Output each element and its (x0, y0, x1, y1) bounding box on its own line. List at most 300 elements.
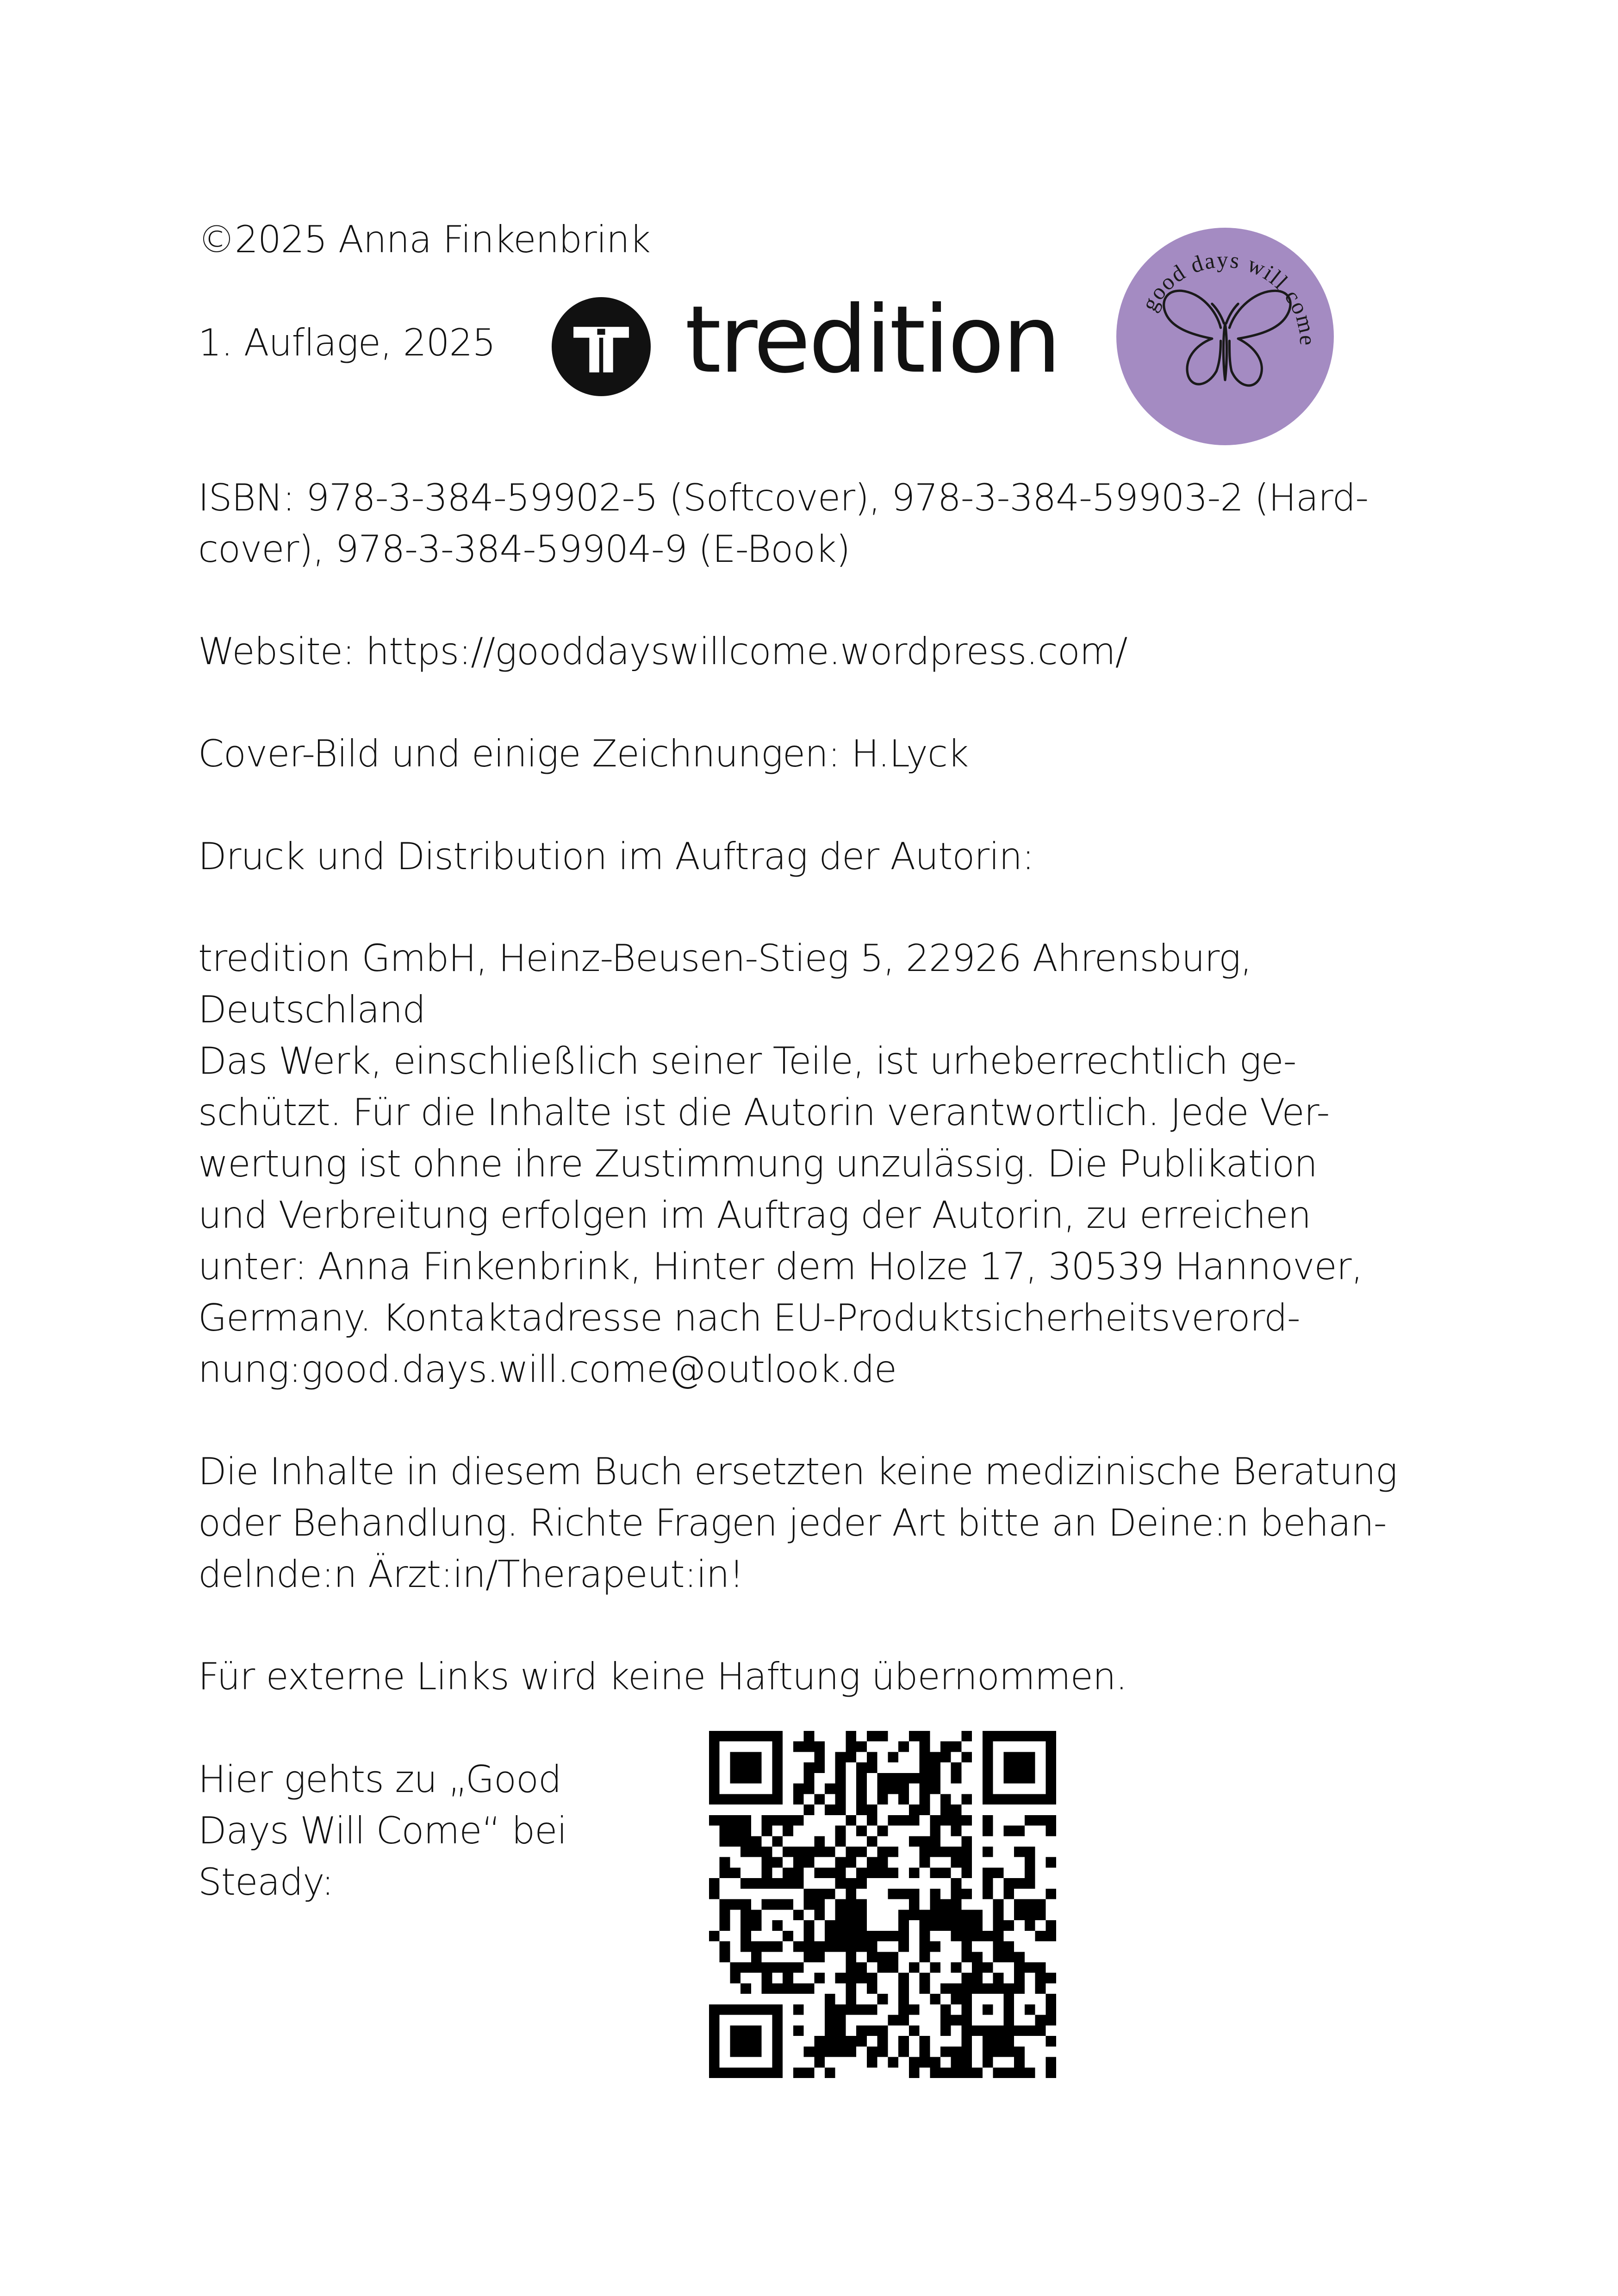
qr-module (772, 1857, 783, 1868)
qr-module (762, 1815, 772, 1826)
qr-module (720, 1910, 730, 1920)
qr-module (730, 1867, 741, 1878)
qr-module (993, 2067, 1004, 2078)
qr-module (856, 1847, 867, 1857)
qr-module (720, 1731, 730, 1742)
qr-module (983, 1773, 993, 1784)
qr-module (961, 1994, 972, 2004)
qr-module (783, 1847, 793, 1857)
qr-module (983, 1752, 993, 1762)
qr-module (741, 2047, 751, 2057)
qr-module (930, 1752, 940, 1762)
qr-module (909, 2067, 920, 2078)
qr-module (856, 1920, 867, 1931)
qr-module (1003, 1889, 1014, 1899)
qr-module (751, 1752, 762, 1762)
qr-module (856, 1762, 867, 1773)
qr-module (1025, 1752, 1035, 1762)
qr-module (983, 2057, 993, 2068)
qr-module (983, 1794, 993, 1804)
qr-module (793, 1910, 804, 1920)
qr-module (920, 1752, 930, 1762)
qr-module (772, 1731, 783, 1742)
qr-module (835, 1878, 846, 1889)
qr-module (751, 1773, 762, 1784)
qr-module (951, 2047, 962, 2057)
legal-line: Das Werk, einschließlich seiner Teile, ist urheberrechtlich ge- (198, 1039, 1296, 1083)
qr-module (793, 2025, 804, 2036)
qr-module (867, 2025, 877, 2036)
qr-module (951, 1857, 962, 1868)
qr-module (741, 1910, 751, 1920)
qr-module (1035, 1794, 1046, 1804)
qr-module (993, 1973, 1004, 1984)
qr-module (846, 1752, 856, 1762)
qr-module (762, 1731, 772, 1742)
qr-module (793, 1815, 804, 1826)
qr-module (730, 2004, 741, 2015)
qr-module (709, 1773, 720, 1784)
qr-module (709, 2047, 720, 2057)
qr-module (741, 1773, 751, 1784)
qr-module (877, 1731, 888, 1742)
qr-module (846, 1952, 856, 1962)
qr-module (825, 2004, 835, 2015)
qr-module (898, 1910, 909, 1920)
qr-module (993, 1910, 1004, 1920)
qr-module (983, 1983, 993, 1994)
qr-module (751, 1941, 762, 1952)
qr-module (909, 2057, 920, 2068)
qr-module (930, 1784, 940, 1794)
qr-module (730, 1826, 741, 1836)
qr-module (709, 2025, 720, 2036)
qr-module (961, 1920, 972, 1931)
qr-module (720, 1941, 730, 1952)
qr-module (920, 1910, 930, 1920)
qr-module (730, 2067, 741, 2078)
disclaimer-line: delnde:n Ärzt:in/Therapeut:in! (198, 1553, 744, 1596)
qr-module (1003, 1773, 1014, 1784)
qr-module (835, 2047, 846, 2057)
qr-module (909, 1815, 920, 1826)
qr-module (804, 1931, 815, 1941)
qr-module (1025, 1815, 1035, 1826)
qr-module (762, 1794, 772, 1804)
qr-module (1025, 2067, 1035, 2078)
qr-module (772, 1742, 783, 1752)
qr-module (867, 1941, 877, 1952)
qr-module (867, 1815, 877, 1826)
qr-module (993, 1920, 1004, 1931)
qr-module (951, 1983, 962, 1994)
qr-module (1035, 1815, 1046, 1826)
qr-module (846, 1973, 856, 1984)
qr-module (1045, 1815, 1056, 1826)
qr-module (741, 1920, 751, 1931)
qr-module (920, 1952, 930, 1962)
qr-module (909, 1836, 920, 1847)
qr-module (741, 1983, 751, 1994)
qr-module (709, 2036, 720, 2047)
qr-module (930, 1773, 940, 1784)
qr-module (940, 1804, 951, 1815)
qr-module (762, 1847, 772, 1857)
qr-module (741, 2025, 751, 2036)
qr-module (709, 1742, 720, 1752)
qr-module (951, 2015, 962, 2026)
qr-module (983, 2047, 993, 2057)
qr-module (898, 1773, 909, 1784)
qr-module (961, 1752, 972, 1762)
qr-module (846, 2036, 856, 2047)
qr-module (867, 2057, 877, 2068)
qr-module (1003, 1952, 1014, 1962)
steady-line: Days Will Come“ bei (198, 1809, 567, 1852)
qr-module (867, 1731, 877, 1742)
qr-module (835, 1762, 846, 1773)
qr-module (1045, 1742, 1056, 1752)
qr-module (751, 2047, 762, 2057)
qr-module (772, 1794, 783, 1804)
qr-module (825, 1889, 835, 1899)
qr-module (1014, 2057, 1025, 2068)
qr-module (793, 1962, 804, 1973)
qr-module (961, 1794, 972, 1804)
qr-module (825, 2015, 835, 2026)
qr-module (1014, 1794, 1025, 1804)
qr-module (1014, 1899, 1025, 1910)
qr-module (730, 2025, 741, 2036)
qr-module (909, 1804, 920, 1815)
qr-code-icon[interactable] (709, 1731, 1056, 2078)
qr-module (730, 1752, 741, 1762)
qr-module (961, 2057, 972, 2068)
qr-module (951, 1994, 962, 2004)
qr-module (814, 1899, 825, 1910)
qr-module (961, 1889, 972, 1899)
qr-module (772, 1941, 783, 1952)
qr-module (898, 1889, 909, 1899)
qr-module (793, 1742, 804, 1752)
qr-module (720, 1836, 730, 1847)
qr-module (961, 1941, 972, 1952)
qr-module (835, 1752, 846, 1762)
legal-line: Deutschland (198, 988, 425, 1031)
qr-module (825, 1784, 835, 1794)
qr-module (793, 2004, 804, 2015)
qr-module (898, 2036, 909, 2047)
qr-module (877, 2047, 888, 2057)
qr-module (793, 1857, 804, 1868)
qr-module (1014, 1962, 1025, 1973)
qr-module (1045, 2057, 1056, 2068)
links-note: Für externe Links wird keine Haftung übernommen. (198, 1655, 1127, 1698)
qr-module (972, 1952, 983, 1962)
qr-module (804, 1731, 815, 1742)
qr-module (793, 1794, 804, 1804)
qr-module (961, 1867, 972, 1878)
qr-module (940, 1920, 951, 1931)
qr-module (783, 1983, 793, 1994)
qr-module (825, 2025, 835, 2036)
steady-line: Steady: (198, 1860, 334, 1904)
isbn-line: ISBN: 978-3-384-59902-5 (Softcover), 978-3-384-59903-2 (Hard- (198, 476, 1369, 519)
qr-module (835, 1973, 846, 1984)
qr-module (951, 1742, 962, 1752)
qr-module (1003, 1994, 1014, 2004)
qr-module (835, 2015, 846, 2026)
qr-module (835, 1857, 846, 1868)
qr-module (898, 1931, 909, 1941)
qr-module (888, 1815, 898, 1826)
qr-module (983, 1815, 993, 1826)
qr-module (772, 2047, 783, 2057)
qr-module (804, 1952, 815, 1962)
qr-module (920, 1794, 930, 1804)
qr-module (1014, 1973, 1025, 1984)
qr-module (920, 1784, 930, 1794)
qr-module (856, 2036, 867, 2047)
isbn-line: cover), 978-3-384-59904-9 (E-Book) (198, 528, 850, 571)
qr-module (783, 1962, 793, 1973)
qr-module (993, 1867, 1004, 1878)
qr-module (814, 1867, 825, 1878)
qr-module (898, 1973, 909, 1984)
qr-module (846, 1899, 856, 1910)
qr-module (856, 1962, 867, 1973)
qr-module (940, 2015, 951, 2026)
qr-module (930, 1847, 940, 1857)
qr-module (920, 1983, 930, 1994)
qr-module (730, 1815, 741, 1826)
good-days-badge (1116, 228, 1334, 445)
qr-module (972, 1973, 983, 1984)
qr-module (709, 1931, 720, 1941)
qr-module (730, 1773, 741, 1784)
qr-module (983, 1867, 993, 1878)
qr-module (762, 1973, 772, 1984)
qr-module (867, 1804, 877, 1815)
qr-module (835, 1773, 846, 1784)
qr-module (762, 1878, 772, 1889)
qr-module (940, 1742, 951, 1752)
qr-module (888, 1952, 898, 1962)
qr-module (1045, 1920, 1056, 1931)
qr-module (772, 1920, 783, 1931)
qr-module (835, 1836, 846, 1847)
qr-module (720, 1867, 730, 1878)
qr-module (877, 1867, 888, 1878)
qr-module (741, 1826, 751, 1836)
qr-module (972, 2067, 983, 2078)
qr-module (846, 1920, 856, 1931)
qr-module (762, 1962, 772, 1973)
qr-module (751, 1878, 762, 1889)
qr-module (1025, 1962, 1035, 1973)
qr-module (814, 2047, 825, 2057)
qr-module (783, 1973, 793, 1984)
qr-module (898, 1784, 909, 1794)
qr-module (741, 1836, 751, 1847)
qr-module (762, 1899, 772, 1910)
tredition-logo-icon (552, 297, 651, 396)
qr-module (1025, 1773, 1035, 1784)
qr-module (1003, 2015, 1014, 2026)
qr-module (741, 1847, 751, 1857)
qr-module (877, 1952, 888, 1962)
qr-module (751, 1962, 762, 1973)
qr-module (898, 1815, 909, 1826)
qr-module (961, 1952, 972, 1962)
qr-module (1014, 2067, 1025, 2078)
qr-module (804, 1773, 815, 1784)
qr-module (1014, 1731, 1025, 1742)
qr-module (920, 1762, 930, 1773)
qr-module (961, 2025, 972, 2036)
qr-module (730, 2047, 741, 2057)
qr-module (877, 1794, 888, 1804)
qr-module (772, 1752, 783, 1762)
qr-module (877, 1826, 888, 1836)
qr-module (961, 1857, 972, 1868)
qr-module (867, 1983, 877, 1994)
qr-module (888, 1773, 898, 1784)
qr-module (835, 1794, 846, 1804)
qr-module (814, 1941, 825, 1952)
qr-module (1035, 1899, 1046, 1910)
qr-module (814, 1762, 825, 1773)
isbn-block (198, 472, 1368, 575)
qr-module (930, 2067, 940, 2078)
qr-module (951, 2067, 962, 2078)
qr-module (1025, 1910, 1035, 1920)
qr-module (1045, 1773, 1056, 1784)
qr-module (1014, 1983, 1025, 1994)
qr-module (856, 1784, 867, 1794)
qr-module (720, 1815, 730, 1826)
qr-module (920, 1836, 930, 1847)
qr-module (983, 1826, 993, 1836)
qr-module (1025, 2004, 1035, 2015)
qr-module (940, 1899, 951, 1910)
qr-module (730, 1836, 741, 1847)
qr-module (741, 2004, 751, 2015)
qr-module (835, 1826, 846, 1836)
qr-module (983, 2025, 993, 2036)
qr-module (920, 1941, 930, 1952)
qr-module (961, 1983, 972, 1994)
qr-module (825, 1941, 835, 1952)
qr-module (762, 2067, 772, 2078)
legal-line: tredition GmbH, Heinz-Beusen-Stieg 5, 22926 Ahrensburg, (198, 937, 1252, 980)
qr-module (751, 1920, 762, 1931)
qr-module (888, 1867, 898, 1878)
qr-module (1045, 2015, 1056, 2026)
qr-module (720, 2067, 730, 2078)
qr-module (961, 1836, 972, 1847)
qr-module (1025, 1794, 1035, 1804)
qr-module (772, 2025, 783, 2036)
qr-module (983, 1847, 993, 1857)
disclaimer-line: oder Behandlung. Richte Fragen jeder Art bitte an Deine:n behan- (198, 1501, 1387, 1544)
qr-module (846, 1889, 856, 1899)
qr-module (720, 1794, 730, 1804)
qr-module (793, 2067, 804, 2078)
qr-module (856, 1973, 867, 1984)
qr-module (856, 1941, 867, 1952)
qr-module (1035, 1983, 1046, 1994)
qr-module (920, 1931, 930, 1941)
qr-module (741, 1899, 751, 1910)
legal-line: wertung ist ohne ihre Zustimmung unzulässig. Die Publikation (198, 1142, 1317, 1185)
qr-module (709, 1784, 720, 1794)
qr-module (846, 1847, 856, 1857)
qr-module (877, 2025, 888, 2036)
qr-module (772, 1878, 783, 1889)
qr-module (1025, 1762, 1035, 1773)
qr-module (709, 1794, 720, 1804)
qr-module (1045, 1762, 1056, 1773)
qr-module (1003, 1762, 1014, 1773)
qr-module (835, 1804, 846, 1815)
qr-module (1035, 1962, 1046, 1973)
qr-module (1025, 1878, 1035, 1889)
qr-module (1003, 2025, 1014, 2036)
qr-module (930, 1941, 940, 1952)
tredition-wordmark: tredition (685, 286, 1059, 394)
qr-module (993, 1941, 1004, 1952)
qr-module (1025, 1731, 1035, 1742)
qr-module (877, 1857, 888, 1868)
qr-module (983, 1784, 993, 1794)
qr-module (1045, 1931, 1056, 1941)
steady-line: Hier gehts zu „Good (198, 1758, 561, 1801)
qr-module (993, 2036, 1004, 2047)
qr-module (751, 2004, 762, 2015)
qr-module (1025, 2025, 1035, 2036)
qr-module (835, 1920, 846, 1931)
qr-module (951, 1815, 962, 1826)
qr-module (920, 1731, 930, 1742)
qr-module (856, 1773, 867, 1784)
qr-module (751, 1836, 762, 1847)
qr-module (1045, 1794, 1056, 1804)
qr-module (940, 1867, 951, 1878)
qr-module (709, 1815, 720, 1826)
qr-module (772, 2036, 783, 2047)
qr-module (940, 2025, 951, 2036)
qr-module (772, 1815, 783, 1826)
qr-module (804, 1857, 815, 1868)
qr-module (793, 1784, 804, 1794)
qr-module (804, 1804, 815, 1815)
qr-module (772, 2057, 783, 2068)
qr-module (898, 1794, 909, 1804)
qr-module (856, 1742, 867, 1752)
qr-module (983, 1889, 993, 1899)
qr-module (961, 2036, 972, 2047)
qr-module (867, 1952, 877, 1962)
qr-module (814, 1752, 825, 1762)
qr-module (1025, 1857, 1035, 1868)
qr-module (909, 1962, 920, 1973)
qr-module (793, 1983, 804, 1994)
qr-module (961, 1910, 972, 1920)
disclaimer-line: Die Inhalte in diesem Buch ersetzten keine medizinische Beratung (198, 1450, 1397, 1493)
qr-module (762, 1867, 772, 1878)
qr-module (709, 2004, 720, 2015)
